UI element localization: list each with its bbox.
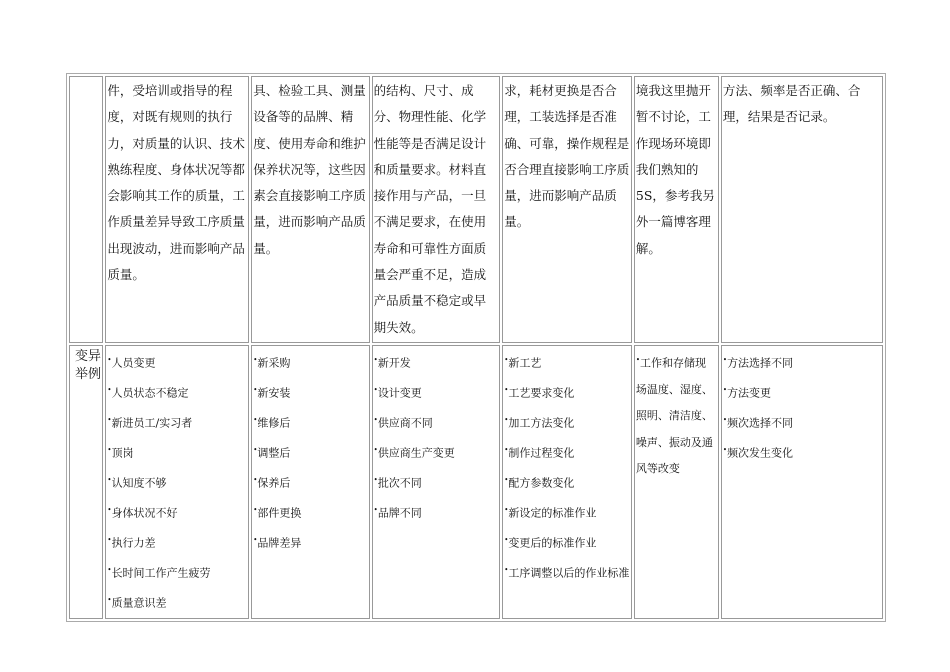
list-item: • 新进员工/实习者 bbox=[107, 407, 247, 437]
list-item: • 顶岗 bbox=[107, 437, 247, 467]
measurement-variation-cell bbox=[721, 345, 883, 619]
list-item: • 执行力差 bbox=[107, 527, 247, 557]
machine-variation-cell bbox=[251, 345, 369, 619]
list-item: • 新开发 bbox=[374, 347, 499, 377]
list-item: • 调整后 bbox=[253, 437, 367, 467]
list-item: • 部件更换 bbox=[253, 497, 367, 527]
material-variation-cell bbox=[372, 345, 501, 619]
material-cell: 的结构、尺寸、成分、物理性能、化学性能等是否满足设计和质量要求。材料直接作用与产品，一旦不满足要求，在使用寿命和可靠性方面质量会严重不足，造成产品质量不稳定或早期失效。 bbox=[372, 76, 501, 343]
list-item: • 供应商生产变更 bbox=[374, 437, 499, 467]
method-cell: 求，耗材更换是否合理，工装选择是否准确、可靠，操作规程是否合理直接影响工序质量，进而影响产品质量。 bbox=[502, 76, 632, 343]
list-item: • 方法变更 bbox=[723, 377, 881, 407]
list-item: • 新安装 bbox=[253, 377, 367, 407]
list-item: • 维修后 bbox=[253, 407, 367, 437]
list-item: • 新设定的标准作业 bbox=[504, 497, 630, 527]
list-item: • 制作过程变化 bbox=[504, 437, 630, 467]
list-item: • 身体状况不好 bbox=[107, 497, 247, 527]
list-item: • 长时间工作产生疲劳 bbox=[107, 557, 247, 587]
method-variation-cell bbox=[502, 345, 632, 619]
list-item: • 工序调整以后的作业标准 bbox=[504, 557, 630, 587]
list-item: • 加工方法变化 bbox=[504, 407, 630, 437]
list-item: • 保养后 bbox=[253, 467, 367, 497]
row-label-cell: 变异举例 bbox=[69, 345, 103, 619]
measurement-cell: 方法、频率是否正确、合理，结果是否记录。 bbox=[721, 76, 883, 343]
list-item: • 质量意识差 bbox=[107, 587, 247, 617]
table-row bbox=[69, 345, 883, 619]
row-label-cell bbox=[69, 76, 103, 343]
list-item: • 配方参数变化 bbox=[504, 467, 630, 497]
list-item: • 变更后的标准作业 bbox=[504, 527, 630, 557]
list-item: • 品牌差异 bbox=[253, 527, 367, 557]
list-item: • 新工艺 bbox=[504, 347, 630, 377]
list-item: • 频次发生变化 bbox=[723, 437, 881, 467]
list-item: • 认知度不够 bbox=[107, 467, 247, 497]
list-item: • 供应商不同 bbox=[374, 407, 499, 437]
list-item: • 品牌不同 bbox=[374, 497, 499, 527]
list-item: • 设计变更 bbox=[374, 377, 499, 407]
list-item: • 人员变更 bbox=[107, 347, 247, 377]
list-item: • 新采购 bbox=[253, 347, 367, 377]
list-item: • 人员状态不稳定 bbox=[107, 377, 247, 407]
environment-cell: 境我这里抛开暂不讨论，工作现场环境即我们熟知的5S，参考我另外一篇博客理解。 bbox=[634, 76, 719, 343]
list-item: • 方法选择不同 bbox=[723, 347, 881, 377]
list-item: • 批次不同 bbox=[374, 467, 499, 497]
person-cell: 件，受培训或指导的程度，对既有规则的执行力，对质量的认识、技术熟练程度、身体状况等都会影响其工作的质量，工作质量差异导致工序质量出现波动，进而影响产品质量。 bbox=[105, 76, 249, 343]
list-item: • 工作和存储现场温度、湿度、照明、清洁度、噪声、振动及通风等改变 bbox=[636, 347, 717, 482]
machine-cell: 具、检验工具、测量设备等的品牌、精度、使用寿命和维护保养状况等，这些因素会直接影响工序质量，进而影响产品质量。 bbox=[251, 76, 369, 343]
table-row bbox=[69, 76, 883, 343]
list-item: • 工艺要求变化 bbox=[504, 377, 630, 407]
factor-table bbox=[66, 73, 886, 622]
person-variation-cell bbox=[105, 345, 249, 619]
environment-variation-cell bbox=[634, 345, 719, 619]
list-item: • 频次选择不同 bbox=[723, 407, 881, 437]
